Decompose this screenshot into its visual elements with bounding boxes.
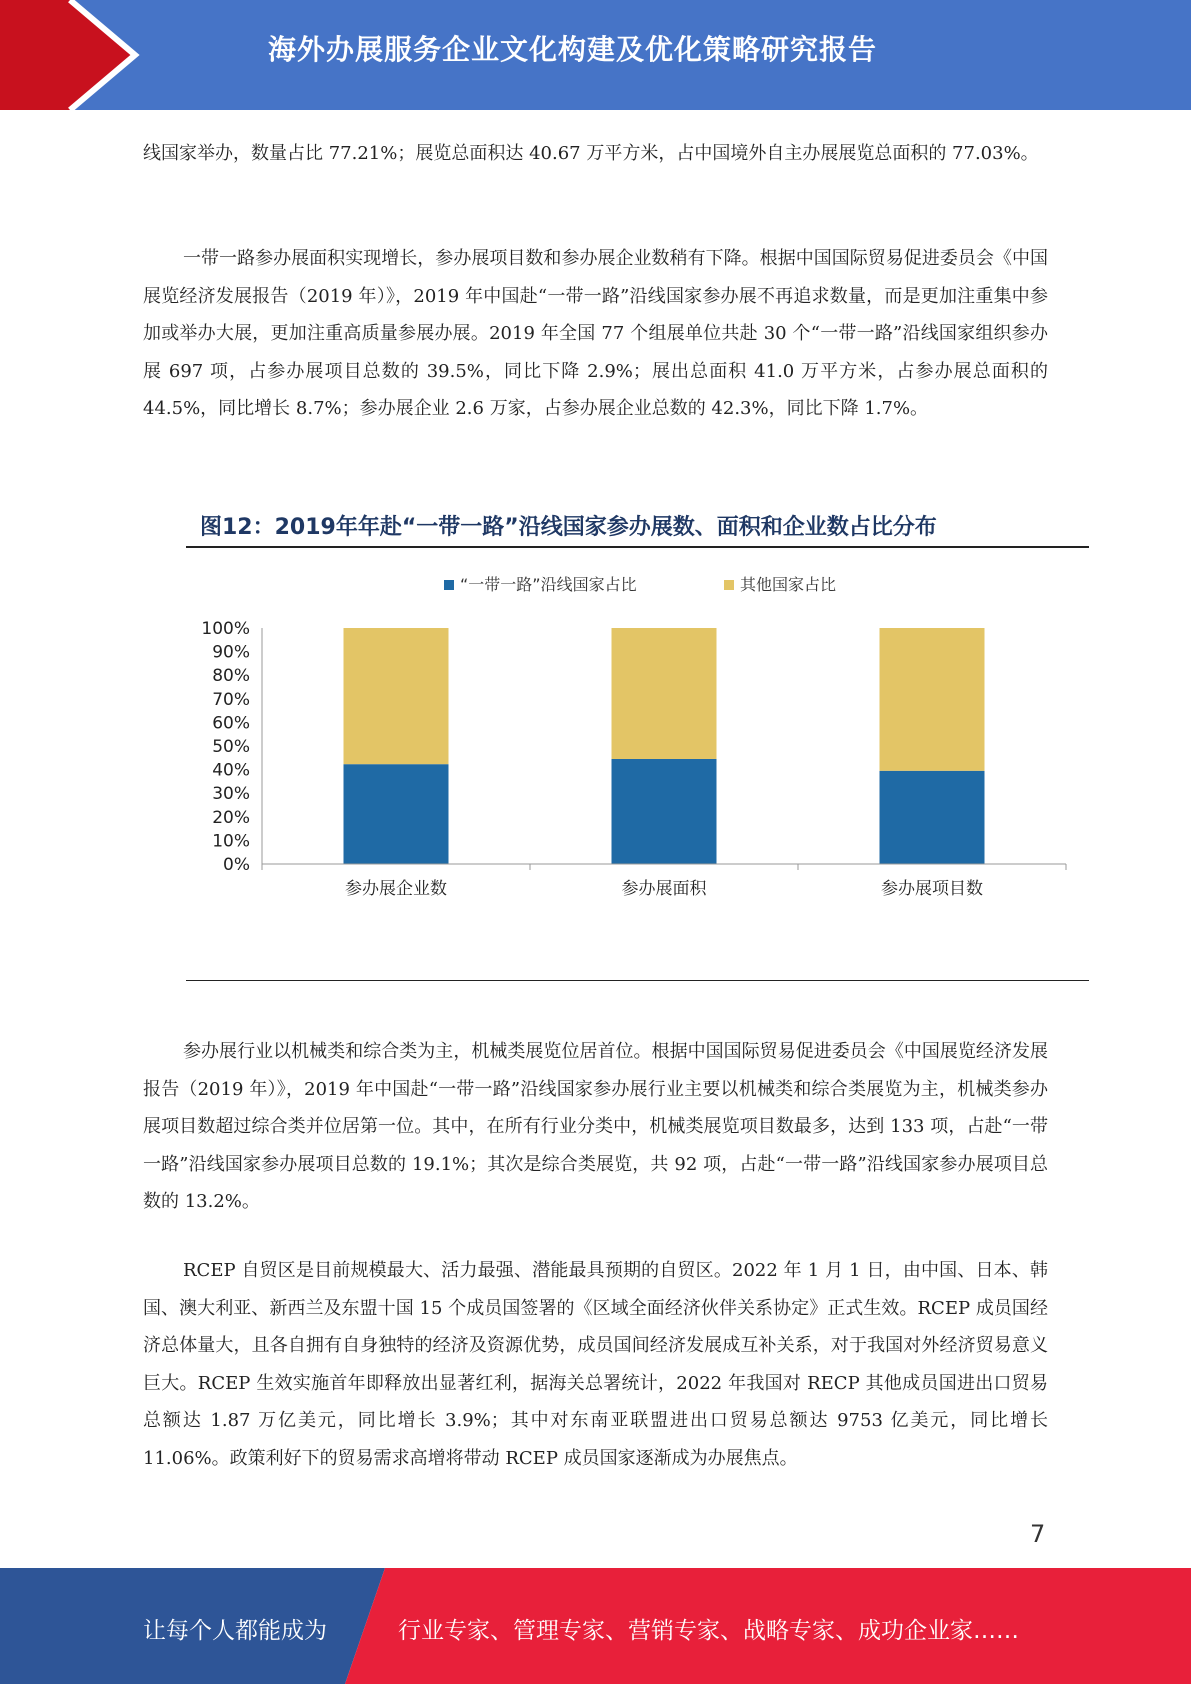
legend-label: 其他国家占比 xyxy=(740,575,837,594)
legend-swatch xyxy=(724,580,734,590)
chart-legend xyxy=(444,575,836,594)
y-tick-label: 20% xyxy=(212,807,250,828)
paragraph-2: 一带一路参办展面积实现增长，参办展项目数和参办展企业数稍有下降。根据中国国际贸易促进委员会《中国展览经济发展报告（2019 年）》，2019 年中国赴“一带一路”沿线国家参办展不再追求数量，而是更加注重集中参加或举办大展，更加注重高质量参展办展。2019 年全国 77 个组展单位共赴 30 个“一带一路”沿线国家组织参办展 697 项，占参办展项目总数的 39.5%，同比下降 2.9%；展出总面积 41.0 万平方米，占参办展总面积的 44.5%，同比增长 8.7%；参办展企业 2.6 万家，占参办展企业总数的 42.3%，同比下降 1.7%。 xyxy=(143,248,1048,419)
bar-segment xyxy=(880,771,985,864)
paragraph-1: 线国家举办，数量占比 77.21%；展览总面积达 40.67 万平方米，占中国境外自主办展展览总面积的 77.03%。 xyxy=(143,143,1039,164)
x-tick-label: 参办展项目数 xyxy=(881,879,983,899)
y-tick-label: 100% xyxy=(201,619,250,639)
paragraph-4: RCEP 自贸区是目前规模最大、活力最强、潜能最具预期的自贸区。2022 年 1 月 1 日，由中国、日本、韩国、澳大利亚、新西兰及东盟十国 15 个成员国签署的《区域全面经济伙伴关系协定》正式生效。RCEP 成员国经济总体量大，且各自拥有自身独特的经济及资源优势，成员国间经济发展成互补关系，对于我国对外经济贸易意义巨大。RCEP 生效实施首年即释放出显著红利，据海关总署统计，2022 年我国对 RECP 其他成员国进出口贸易总额达 1.87 万亿美元，同比增长 3.9%；其中对东南亚联盟进出口贸易总额达 9753 亿美元，同比增长 11.06%。政策利好下的贸易需求高增将带动 RCEP 成员国家逐渐成为办展焦点。 xyxy=(143,1260,1048,1469)
legend-swatch xyxy=(444,580,454,590)
y-axis xyxy=(201,619,262,875)
y-tick-label: 0% xyxy=(223,855,250,875)
chart-bottom-rule xyxy=(186,980,1089,981)
y-tick-label: 60% xyxy=(212,713,250,734)
footer-slogan-right: 行业专家、管理专家、营销专家、战略专家、成功企业家…… xyxy=(398,1618,1019,1644)
y-tick-label: 70% xyxy=(212,689,250,710)
bar-segment xyxy=(612,759,717,864)
bar-segment xyxy=(344,628,449,764)
legend-label: “一带一路”沿线国家占比 xyxy=(460,575,637,594)
y-tick-label: 30% xyxy=(212,784,250,805)
y-tick-label: 50% xyxy=(212,737,250,757)
bars-group xyxy=(344,628,985,864)
x-axis xyxy=(262,864,1066,899)
footer-slogan-left: 让每个人都能成为 xyxy=(143,1618,327,1644)
header-arrow-icon xyxy=(0,0,160,110)
paragraph-3: 参办展行业以机械类和综合类为主，机械类展览位居首位。根据中国国际贸易促进委员会《中国展览经济发展报告（2019 年）》，2019 年中国赴“一带一路”沿线国家参办展行业主要以机械类和综合类展览为主，机械类参办展项目数超过综合类并位居第一位。其中，在所有行业分类中，机械类展览项目数最多，达到 133 项，占赴“一带一路”沿线国家参办展项目总数的 19.1%；其次是综合类展览，共 92 项，占赴“一带一路”沿线国家参办展项目总数的 13.2%。 xyxy=(143,1041,1048,1212)
x-tick-label: 参办展面积 xyxy=(621,879,707,899)
page-header xyxy=(0,0,1191,110)
y-tick-label: 40% xyxy=(212,760,250,781)
chart-title: 图12：2019年年赴“一带一路”沿线国家参办展数、面积和企业数占比分布 xyxy=(200,515,937,540)
bar-segment xyxy=(612,628,717,759)
y-tick-label: 80% xyxy=(212,666,250,687)
bar-segment xyxy=(880,628,985,771)
x-tick-label: 参办展企业数 xyxy=(345,879,447,899)
page-number: 7 xyxy=(1030,1520,1046,1548)
stacked-bar-chart xyxy=(186,560,1089,975)
report-title: 海外办展服务企业文化构建及优化策略研究报告 xyxy=(268,33,878,66)
bar-segment xyxy=(344,764,449,864)
y-tick-label: 90% xyxy=(212,642,250,663)
chart-top-rule xyxy=(186,546,1089,548)
y-tick-label: 10% xyxy=(212,831,250,852)
